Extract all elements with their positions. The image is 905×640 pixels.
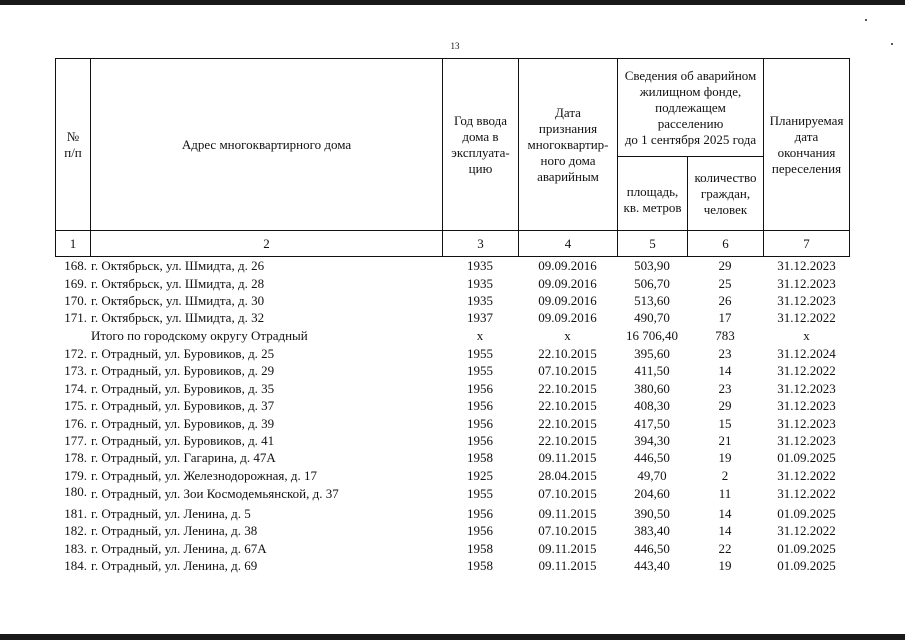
row-address: г. Отрадный, ул. Буровиков, д. 35 [91,381,275,396]
row-area: 503,90 [634,258,670,273]
row-plan: 31.12.2023 [777,258,836,273]
row-count: 15 [718,416,732,431]
row-plan: 31.12.2023 [777,381,836,396]
row-plan: 31.12.2022 [777,468,836,483]
row-count: 29 [718,398,732,413]
row-address: г. Отрадный, ул. Гагарина, д. 47А [91,450,276,465]
row-number: 182. [64,523,87,538]
row-year: 1958 [467,558,493,573]
row-year: 1956 [467,398,493,413]
row-year: 1937 [467,310,493,325]
row-count: 19 [718,450,732,465]
row-number: 171. [64,310,87,325]
header-date: Дата признания многоквартир- ного дома аварийным [527,104,609,184]
table-row [55,292,850,310]
row-address: г. Отрадный, ул. Зои Космодемьянской, д. 37 [91,486,339,501]
table-row [55,432,850,450]
row-number: 174. [64,381,87,396]
row-date: 07.10.2015 [538,486,597,501]
row-address: г. Октябрьск, ул. Шмидта, д. 30 [91,293,265,308]
row-year: 1956 [467,416,493,431]
row-date: x [564,328,571,343]
row-area: 204,60 [634,486,670,501]
row-year: 1935 [467,258,493,273]
row-count: 17 [718,310,732,325]
row-count: 19 [718,558,732,573]
header-area: площадь, кв. метров [623,183,682,215]
row-address: г. Отрадный, ул. Ленина, д. 38 [91,523,258,538]
row-count: 2 [721,468,729,483]
column-number: 3 [477,235,484,251]
row-number: 170. [64,293,87,308]
scan-speck [865,19,867,21]
row-area: 390,50 [634,506,670,521]
row-date: 09.09.2016 [538,276,597,291]
row-area: 395,60 [634,346,670,361]
row-year: 1958 [467,450,493,465]
header-group: Сведения об аварийном жилищном фонде, подлежащем расселению до 1 сентября 2025 года [624,67,757,147]
row-year: 1955 [467,486,493,501]
column-number: 7 [803,235,810,251]
table-header [55,58,850,257]
row-area: 506,70 [634,276,670,291]
table-row [55,540,850,558]
row-address: г. Отрадный, ул. Буровиков, д. 37 [91,398,275,413]
row-plan: 01.09.2025 [777,506,836,521]
row-date: 09.09.2016 [538,258,597,273]
scan-bottom-border [0,634,905,640]
column-number: 5 [649,235,656,251]
table-row [55,522,850,540]
row-date: 09.11.2015 [538,450,597,465]
row-date: 28.04.2015 [538,468,597,483]
row-area: 408,30 [634,398,670,413]
row-number: 175. [64,398,87,413]
row-area: 443,40 [634,558,670,573]
row-date: 07.10.2015 [538,363,597,378]
row-year: 1956 [467,523,493,538]
row-count: 21 [718,433,732,448]
header-address: Адрес многоквартирного дома [181,136,352,152]
scan-speck [891,43,893,45]
row-address: г. Отрадный, ул. Железнодорожная, д. 17 [91,468,318,483]
row-count: 14 [718,523,732,538]
row-number: 168. [64,258,87,273]
row-date: 09.11.2015 [538,558,597,573]
table-row [55,345,850,363]
row-date: 09.09.2016 [538,293,597,308]
row-address: г. Отрадный, ул. Ленина, д. 69 [91,558,258,573]
row-address: г. Октябрьск, ул. Шмидта, д. 32 [91,310,265,325]
row-area: 490,70 [634,310,670,325]
header-plan: Планируемая дата окончания переселения [769,112,844,176]
row-number: 173. [64,363,87,378]
row-plan: 31.12.2023 [777,416,836,431]
row-plan: 31.12.2023 [777,276,836,291]
row-number: 183. [64,541,87,556]
row-area: 417,50 [634,416,670,431]
row-count: 29 [718,258,732,273]
column-number: 2 [263,235,270,251]
row-plan: 31.12.2024 [777,346,836,361]
page-number: 13 [450,41,460,51]
row-plan: 31.12.2022 [777,523,836,538]
row-count: 23 [718,381,732,396]
row-plan: 31.12.2023 [777,433,836,448]
row-address: г. Отрадный, ул. Буровиков, д. 41 [91,433,275,448]
row-count: 25 [718,276,732,291]
row-year: 1956 [467,506,493,521]
row-number: 176. [64,416,87,431]
row-date: 22.10.2015 [538,416,597,431]
row-year: 1925 [467,468,493,483]
row-date: 22.10.2015 [538,346,597,361]
row-plan: x [803,328,810,343]
row-area: 446,50 [634,450,670,465]
row-date: 09.09.2016 [538,310,597,325]
table-row [55,505,850,523]
row-area: 49,70 [637,468,667,483]
row-date: 09.11.2015 [538,541,597,556]
table-row [55,275,850,293]
row-year: 1956 [467,381,493,396]
row-date: 07.10.2015 [538,523,597,538]
row-plan: 31.12.2022 [777,310,836,325]
row-number: 181. [64,506,87,521]
row-count: 14 [718,506,732,521]
row-plan: 31.12.2022 [777,363,836,378]
row-year: 1956 [467,433,493,448]
row-number: 179. [64,468,87,483]
row-count: 14 [718,363,732,378]
row-address: г. Октябрьск, ул. Шмидта, д. 28 [91,276,265,291]
row-number: 177. [64,433,87,448]
table-row [55,485,850,503]
table-row [55,257,850,275]
scan-top-border [0,0,905,5]
row-year: 1935 [467,276,493,291]
column-number: 1 [69,235,77,251]
row-count: 22 [718,541,732,556]
row-year: 1958 [467,541,493,556]
row-area: 380,60 [634,381,670,396]
row-date: 22.10.2015 [538,433,597,448]
row-number: 184. [64,558,87,573]
row-count: 23 [718,346,732,361]
row-plan: 01.09.2025 [777,558,836,573]
table-row [55,362,850,380]
row-address: Итого по городскому округу Отрадный [91,328,308,343]
row-address: г. Отрадный, ул. Буровиков, д. 29 [91,363,275,378]
table-row [55,449,850,467]
table-row-total [55,327,850,345]
row-area: 16 706,40 [626,328,678,343]
row-count: 26 [718,293,732,308]
row-address: г. Отрадный, ул. Ленина, д. 5 [91,506,251,521]
row-count: 783 [715,328,735,343]
row-number: 180. [64,484,87,499]
table-row [55,380,850,398]
row-number: 178. [64,450,87,465]
row-area: 446,50 [634,541,670,556]
row-plan: 01.09.2025 [777,541,836,556]
column-number: 6 [722,235,729,251]
row-address: г. Отрадный, ул. Буровиков, д. 39 [91,416,275,431]
row-date: 22.10.2015 [538,398,597,413]
row-year: 1935 [467,293,493,308]
header-no: № п/п [64,128,82,160]
row-address: г. Отрадный, ул. Буровиков, д. 25 [91,346,275,361]
table-row [55,309,850,327]
row-number: 169. [64,276,87,291]
table-row [55,397,850,415]
row-plan: 31.12.2023 [777,293,836,308]
row-area: 411,50 [634,363,670,378]
row-address: г. Отрадный, ул. Ленина, д. 67А [91,541,267,556]
row-area: 513,60 [634,293,670,308]
table-row [55,415,850,433]
row-area: 394,30 [634,433,670,448]
column-number: 4 [564,235,572,251]
row-number: 172. [64,346,87,361]
row-date: 09.11.2015 [538,506,597,521]
row-area: 383,40 [634,523,670,538]
row-date: 22.10.2015 [538,381,597,396]
table-row [55,467,850,485]
row-year: 1955 [467,363,493,378]
row-year: x [476,328,484,343]
row-count: 11 [718,486,732,501]
row-plan: 31.12.2023 [777,398,836,413]
row-address: г. Октябрьск, ул. Шмидта, д. 26 [91,258,265,273]
row-plan: 31.12.2022 [777,486,836,501]
header-year: Год ввода дома в эксплуата- цию [451,112,510,176]
header-count: количество граждан, человек [694,169,757,217]
table-row [55,557,850,575]
row-plan: 01.09.2025 [777,450,836,465]
row-year: 1955 [467,346,493,361]
